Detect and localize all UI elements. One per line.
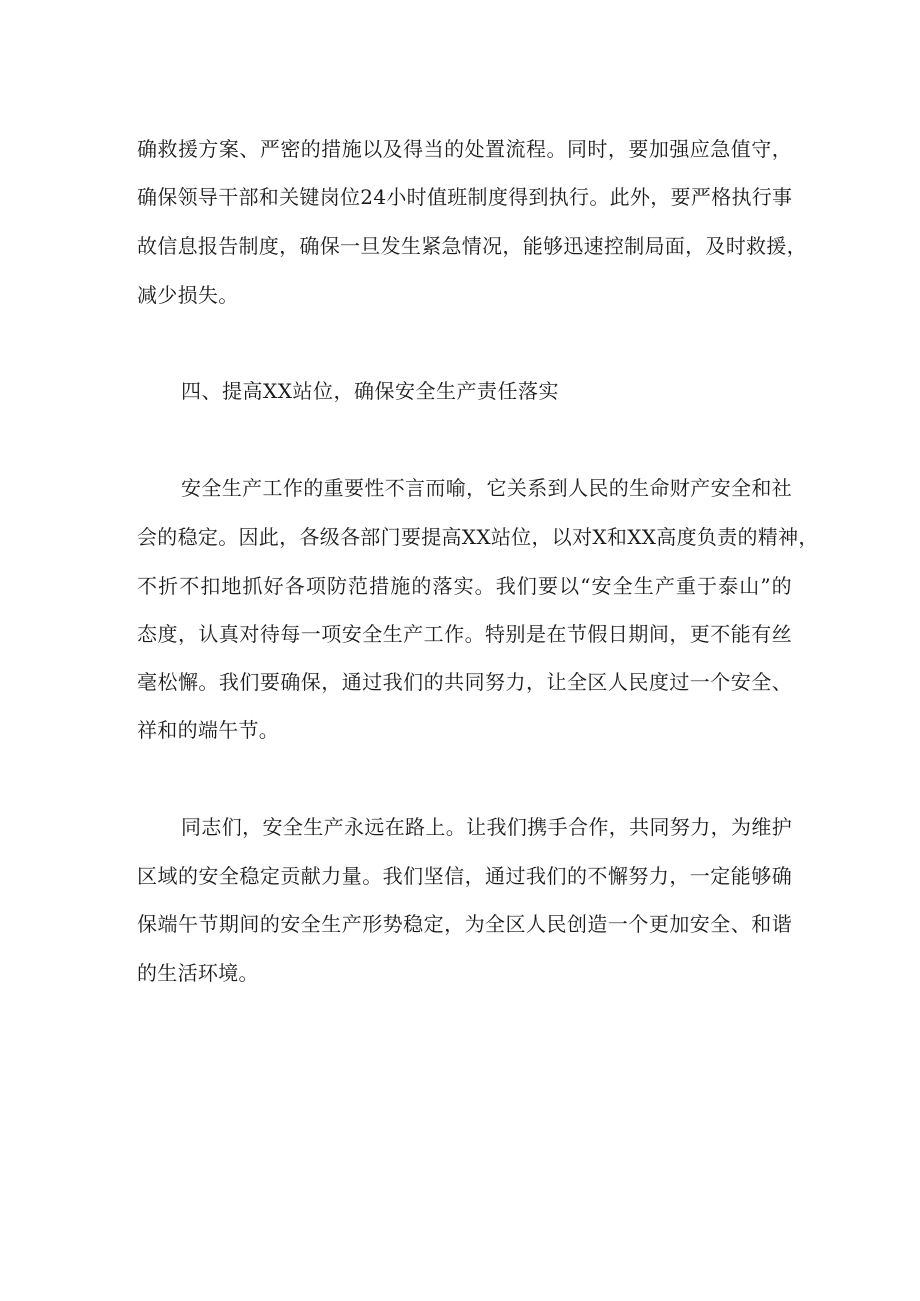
section-heading: 四、提高XX站位，确保安全生产责任落实 [181,379,559,403]
text-line: 态度，认真对待每一项安全生产工作。特别是在节假日期间，更不能有丝 [137,622,792,646]
text-line: 祥和的端午节。 [137,718,280,742]
text-line: 的生活环境。 [137,961,259,985]
text-line: 故信息报告制度，确保一旦发生紧急情况，能够迅速控制局面，及时救援， [137,234,807,258]
text-line: 安全生产工作的重要性不言而喻，它关系到人民的生命财产安全和社 [181,476,792,500]
text-line: 毫松懈。我们要确保，通过我们的共同努力，让全区人民度过一个安全、 [137,670,792,694]
text-line: 减少损失。 [137,283,239,307]
text-line: 确救援方案、严密的措施以及得当的处置流程。同时，要加强应急值守， [137,137,792,161]
text-line: 保端午节期间的安全生产形势稳定，为全区人民创造一个更加安全、和谐 [137,912,792,936]
text-line: 确保领导干部和关键岗位24小时值班制度得到执行。此外，要严格执行事 [137,185,793,209]
text-line: 不折不扣地抓好各项防范措施的落实。我们要以“安全生产重于泰山”的 [137,574,792,598]
text-line: 会的稳定。因此，各级各部门要提高XX站位，以对X和XX高度负责的精神， [137,525,819,549]
text-line: 区域的安全稳定贡献力量。我们坚信，通过我们的不懈努力，一定能够确 [137,864,792,888]
text-line: 同志们，安全生产永远在路上。让我们携手合作，共同努力，为维护 [181,815,792,839]
